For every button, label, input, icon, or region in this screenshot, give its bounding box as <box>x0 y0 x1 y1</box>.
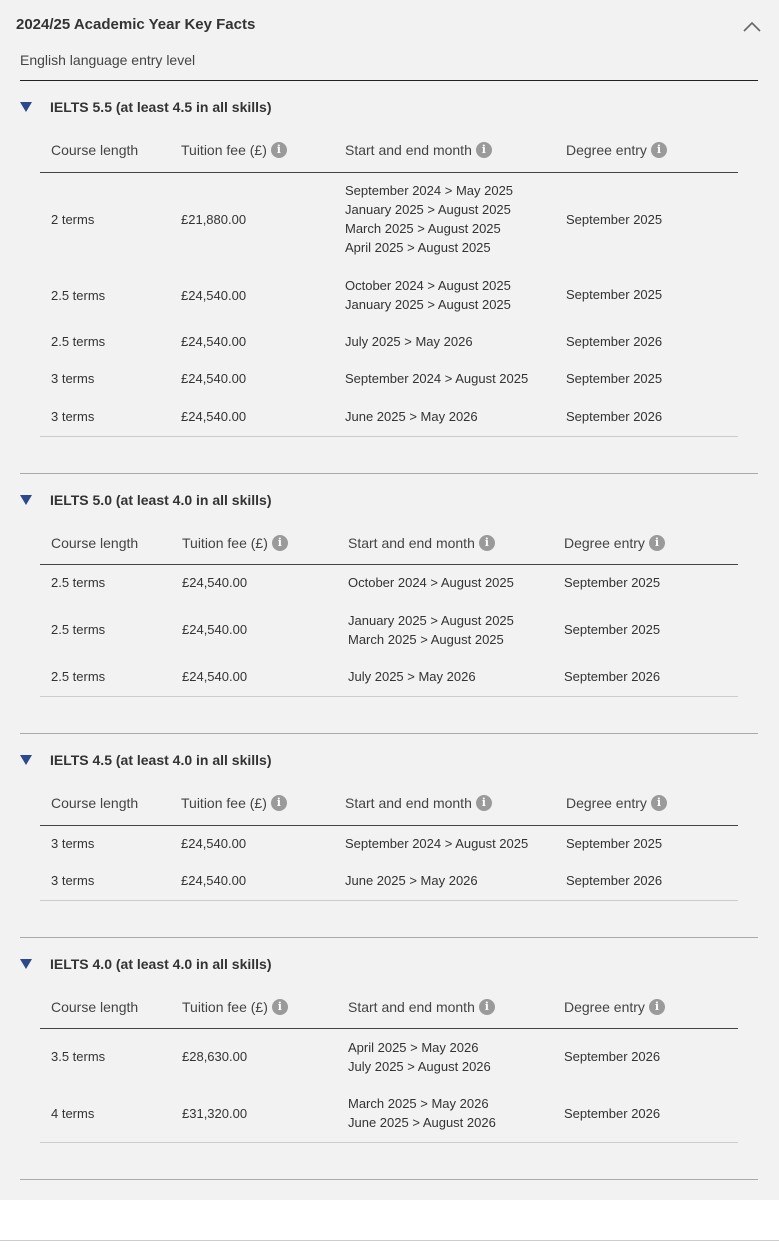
tuition-fee-cell: £24,540.00 <box>181 371 247 386</box>
column-header-tuition-fee: Tuition fee (£) i <box>181 795 287 811</box>
course-length-cell: 2.5 terms <box>51 669 106 684</box>
section-title: IELTS 5.0 (at least 4.0 in all skills) <box>50 492 272 508</box>
info-icon[interactable]: i <box>272 535 288 551</box>
start-end-cell: June 2025 > May 2026 <box>345 409 478 424</box>
degree-entry-cell: September 2026 <box>566 334 663 349</box>
column-header-start-end: Start and end month i <box>345 142 492 158</box>
info-icon[interactable]: i <box>476 795 492 811</box>
info-icon[interactable]: i <box>651 142 667 158</box>
info-icon[interactable]: i <box>479 999 495 1015</box>
column-header-tuition-fee: Tuition fee (£) i <box>181 142 287 158</box>
section-divider <box>20 473 758 474</box>
tuition-fee-cell: £24,540.00 <box>181 288 247 303</box>
tuition-fee-cell: £24,540.00 <box>182 622 248 637</box>
tuition-fee-cell: £28,630.00 <box>182 1049 248 1064</box>
column-header-degree-entry: Degree entry i <box>566 142 667 158</box>
column-header-course-length: Course length <box>51 142 139 158</box>
start-end-cell: September 2024 > August 2025 <box>345 836 529 851</box>
ielts-section <box>0 489 779 737</box>
course-length-cell: 3 terms <box>51 371 95 386</box>
section-toggle[interactable] <box>20 96 270 118</box>
section-toggle[interactable] <box>20 953 270 975</box>
chevron-up-icon <box>743 21 761 32</box>
tuition-fee-cell: £24,540.00 <box>181 873 247 888</box>
section-divider <box>20 733 758 734</box>
start-end-cell: September 2024 > August 2025 <box>345 371 529 386</box>
table-header-rule <box>40 172 738 173</box>
degree-entry-cell: September 2025 <box>564 575 661 590</box>
column-header-course-length: Course length <box>51 795 139 811</box>
column-header-degree-entry: Degree entry i <box>566 795 667 811</box>
entry-level-label: English language entry level <box>20 52 196 68</box>
triangle-down-icon <box>20 495 32 505</box>
start-end-cell: January 2025 > August 2025 March 2025 > August 2025 <box>348 613 514 647</box>
section-title: IELTS 5.5 (at least 4.5 in all skills) <box>50 99 272 115</box>
degree-entry-cell: September 2026 <box>564 669 661 684</box>
section-toggle[interactable] <box>20 749 270 771</box>
tuition-fee-cell: £21,880.00 <box>181 212 247 227</box>
section-toggle[interactable] <box>20 489 270 511</box>
course-length-cell: 2.5 terms <box>51 575 106 590</box>
tuition-fee-cell: £24,540.00 <box>182 669 248 684</box>
degree-entry-cell: September 2026 <box>566 873 663 888</box>
course-length-cell: 3 terms <box>51 409 95 424</box>
degree-entry-cell: September 2026 <box>564 1049 661 1064</box>
degree-entry-cell: September 2026 <box>566 409 663 424</box>
info-icon[interactable]: i <box>651 795 667 811</box>
divider <box>20 80 758 81</box>
column-header-tuition-fee: Tuition fee (£) i <box>182 535 288 551</box>
triangle-down-icon <box>20 755 32 765</box>
column-header-start-end: Start and end month i <box>345 795 492 811</box>
info-icon[interactable]: i <box>271 795 287 811</box>
ielts-section <box>0 749 779 941</box>
start-end-cell: September 2024 > May 2025 January 2025 > August 2025 March 2025 > August 2025 April 2025 > August 2025 <box>345 183 514 255</box>
start-end-cell: June 2025 > May 2026 <box>345 873 478 888</box>
column-header-start-end: Start and end month i <box>348 999 495 1015</box>
start-end-cell: October 2024 > August 2025 <box>348 575 514 590</box>
info-icon[interactable]: i <box>649 999 665 1015</box>
ielts-section <box>0 953 779 1185</box>
course-length-cell: 3 terms <box>51 873 95 888</box>
tuition-fee-cell: £24,540.00 <box>182 575 248 590</box>
start-end-cell: July 2025 > May 2026 <box>345 334 473 349</box>
start-end-cell: April 2025 > May 2026 July 2025 > August 2026 <box>348 1040 491 1074</box>
table-header-rule <box>40 1028 738 1029</box>
info-icon[interactable]: i <box>649 535 665 551</box>
panel-title: 2024/25 Academic Year Key Facts <box>16 16 256 33</box>
tuition-fee-cell: £24,540.00 <box>181 409 247 424</box>
course-length-cell: 3.5 terms <box>51 1049 106 1064</box>
info-icon[interactable]: i <box>271 142 287 158</box>
table-header-rule <box>40 825 738 826</box>
tuition-fee-cell: £31,320.00 <box>182 1106 248 1121</box>
course-length-cell: 3 terms <box>51 836 95 851</box>
ielts-section <box>0 96 779 476</box>
degree-entry-cell: September 2025 <box>566 212 663 227</box>
section-divider <box>20 937 758 938</box>
column-header-course-length: Course length <box>51 535 139 551</box>
table-header-rule <box>40 564 738 565</box>
tuition-fee-cell: £24,540.00 <box>181 334 247 349</box>
course-length-cell: 2.5 terms <box>51 334 106 349</box>
table-end-rule <box>40 436 738 437</box>
info-icon[interactable]: i <box>476 142 492 158</box>
course-length-cell: 2 terms <box>51 212 95 227</box>
degree-entry-cell: September 2025 <box>566 287 663 302</box>
start-end-cell: March 2025 > May 2026 June 2025 > August 2026 <box>348 1096 496 1130</box>
collapse-button[interactable] <box>736 12 768 40</box>
degree-entry-cell: September 2026 <box>564 1106 661 1121</box>
column-header-start-end: Start and end month i <box>348 535 495 551</box>
course-length-cell: 4 terms <box>51 1106 95 1121</box>
course-length-cell: 2.5 terms <box>51 288 106 303</box>
section-divider <box>20 1179 758 1180</box>
info-icon[interactable]: i <box>479 535 495 551</box>
column-header-course-length: Course length <box>51 999 139 1015</box>
degree-entry-cell: September 2025 <box>566 836 663 851</box>
info-icon[interactable]: i <box>272 999 288 1015</box>
start-end-cell: October 2024 > August 2025 January 2025 > August 2025 <box>345 278 511 312</box>
start-end-cell: July 2025 > May 2026 <box>348 669 476 684</box>
page-divider <box>0 1240 779 1241</box>
triangle-down-icon <box>20 102 32 112</box>
degree-entry-cell: September 2025 <box>566 371 663 386</box>
table-end-rule <box>40 1142 738 1143</box>
column-header-degree-entry: Degree entry i <box>564 535 665 551</box>
tuition-fee-cell: £24,540.00 <box>181 836 247 851</box>
section-title: IELTS 4.0 (at least 4.0 in all skills) <box>50 956 272 972</box>
section-title: IELTS 4.5 (at least 4.0 in all skills) <box>50 752 272 768</box>
column-header-tuition-fee: Tuition fee (£) i <box>182 999 288 1015</box>
column-header-degree-entry: Degree entry i <box>564 999 665 1015</box>
triangle-down-icon <box>20 959 32 969</box>
course-length-cell: 2.5 terms <box>51 622 106 637</box>
degree-entry-cell: September 2025 <box>564 622 661 637</box>
table-end-rule <box>40 900 738 901</box>
table-end-rule <box>40 696 738 697</box>
